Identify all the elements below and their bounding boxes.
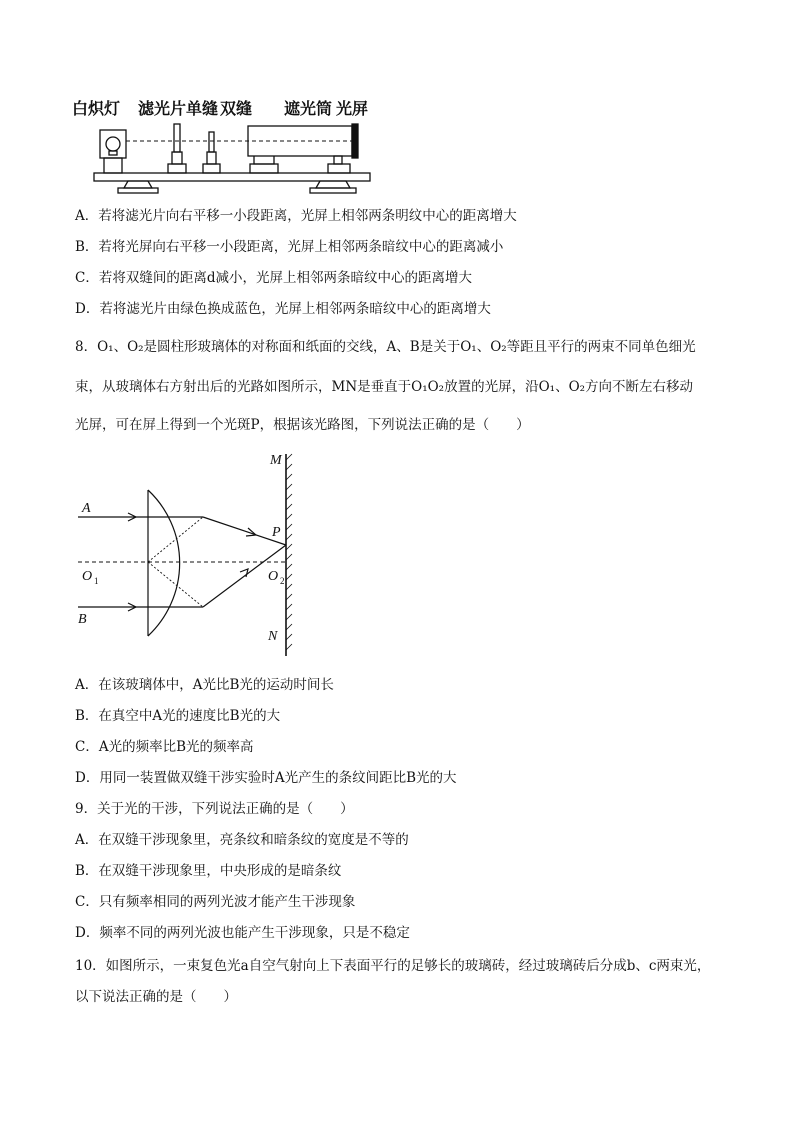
label-p: P [272,525,281,540]
cylinder-glass-light-path-diagram [70,450,310,665]
label-b: B [78,612,87,627]
q9-option-c: C．只有频率相同的两列光波才能产生干涉现象 [75,894,356,910]
filter-base [168,164,186,173]
left-stand-base [118,188,158,193]
q7-option-d: D．若将滤光片由绿色换成蓝色，光屏上相邻两条暗纹中心的距离增大 [75,301,491,317]
label-a: A [82,501,91,516]
q8-option-d: D．用同一装置做双缝干涉实验时A光产生的条纹间距比B光的大 [75,770,457,786]
single-slit-base [203,164,220,173]
label-double-slit: 双缝 [220,99,253,118]
tube-base-right [328,164,350,173]
q7-option-c: C．若将双缝间的距离d减小，光屏上相邻两条暗纹中心的距离增大 [75,270,472,286]
label-n: N [268,629,278,644]
bulb-icon [106,137,120,151]
tube-support-left [254,156,274,164]
label-o1-sub: 1 [94,576,99,586]
double-slit-apparatus-diagram [88,118,378,198]
q7-option-b: B．若将光屏向右平移一小段距离，光屏上相邻两条暗纹中心的距离减小 [75,239,504,255]
q7-option-a: A．若将滤光片向右平移一小段距离，光屏上相邻两条明纹中心的距离增大 [75,208,517,224]
left-stand [124,181,152,188]
ray-a [78,513,286,545]
q9-stem: 9．关于光的干涉，下列说法正确的是（ ） [75,801,354,817]
label-light-tube: 遮光筒 [284,99,333,118]
ray-b [78,545,286,611]
label-o2: O [268,569,279,584]
right-stand [316,181,350,188]
q8-option-a: A．在该玻璃体中，A光比B光的运动时间长 [75,677,334,693]
filter-holder [172,152,182,164]
label-o2-sub: 2 [280,576,285,586]
bulb-base [109,151,117,155]
tube-base-left [250,164,278,173]
q9-option-d: D．频率不同的两列光波也能产生干涉现象，只是不稳定 [75,925,410,941]
q8-stem-line1: 8．O₁、O₂是圆柱形玻璃体的对称面和纸面的交线，A、B是关于O₁、O₂等距且平行的两束不同单色细光 [75,339,696,355]
filter-element [174,124,180,152]
screen-element [352,124,358,158]
lamp-housing [100,130,126,158]
q8-stem-line3: 光屏，可在屏上得到一个光斑P，根据该光路图，下列说法正确的是（ ） [75,417,530,433]
q9-option-a: A．在双缝干涉现象里，亮条纹和暗条纹的宽度是不等的 [75,832,409,848]
screen-hatching [286,454,292,650]
optical-rail [94,173,370,181]
label-screen: 光屏 [336,99,369,118]
q8-option-c: C．A光的频率比B光的频率高 [75,739,254,755]
q10-stem-line2: 以下说法正确的是（ ） [75,989,237,1005]
q8-option-b: B．在真空中A光的速度比B光的大 [75,708,281,724]
right-stand-base [310,188,356,193]
single-slit-holder [207,152,216,164]
label-single-slit: 单缝 [186,99,219,118]
q10-stem-line1: 10．如图所示，一束复色光a自空气射向上下表面平行的足够长的玻璃砖，经过玻璃砖后分成b、c两束光， [75,958,711,974]
q9-option-b: B．在双缝干涉现象里，中央形成的是暗条纹 [75,863,342,879]
label-incandescent-lamp: 白炽灯 [72,99,121,118]
lamp-post [104,158,122,173]
single-slit-element [209,132,214,152]
glass-curved-face [148,490,180,636]
q8-stem-line2: 束，从玻璃体右方射出后的光路如图所示，MN是垂直于O₁O₂放置的光屏，沿O₁、O₂方向不断左右移动 [75,379,694,395]
label-filter: 滤光片 [138,99,187,118]
label-m: M [270,453,282,468]
label-o1: O [82,569,93,584]
tube-support-right [334,156,342,164]
